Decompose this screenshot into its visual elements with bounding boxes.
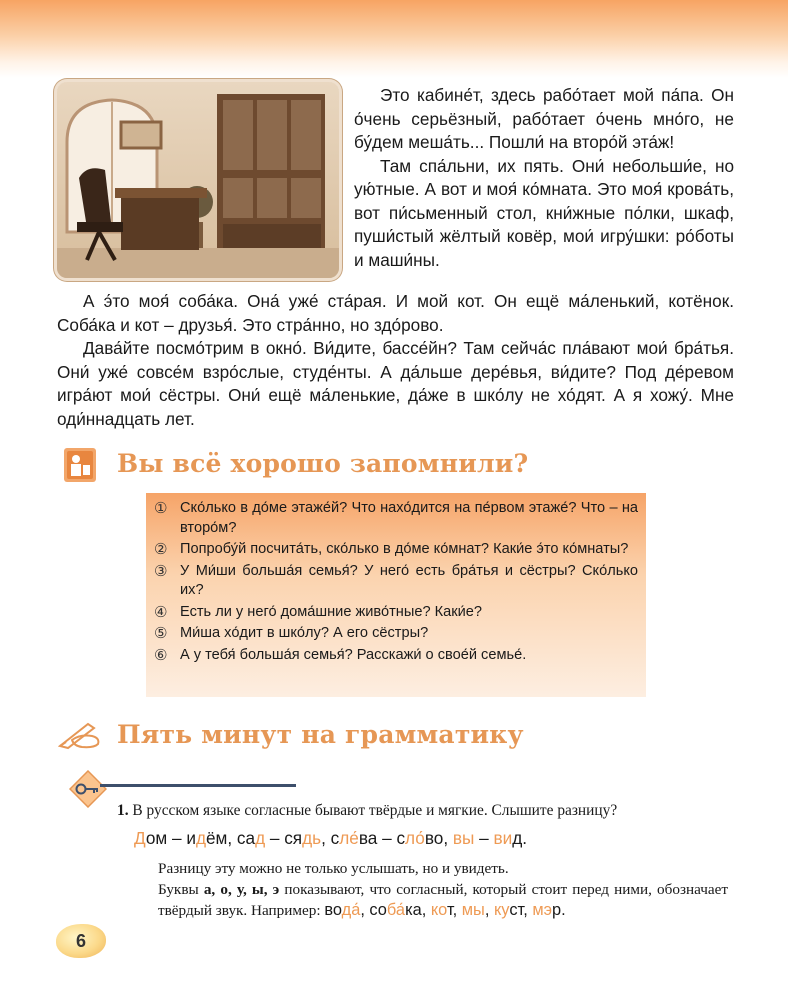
paragraph: Там спа́льни, их пять. Они́ небольши́е, но ую́тные. А вот и моя́ ко́мната. Это моя́ крова́ть, вот пи́сьменный стол, кни́жные по́лки, шкаф, пуши́стый жёлтый ковёр, мои́ игру́шки: ро́боты и маши́ны. — [354, 155, 734, 270]
question-number: ④ — [154, 602, 168, 621]
highlighted-letter: д — [195, 828, 206, 848]
question-text: Ско́лько в до́ме этаже́й? Что нахо́дится на пе́рвом этаже́? Что – на второ́м? — [180, 500, 638, 536]
example-word — [324, 901, 369, 919]
highlighted-letter: дь — [302, 828, 322, 848]
example-word — [462, 901, 494, 919]
example-words — [324, 901, 565, 919]
top-decorative-band — [0, 0, 788, 78]
paragraph: А э́то моя́ соба́ка. Она́ уже́ ста́рая. И мой кот. Он ещё ма́ленький, котёнок. Соба́ка и кот – друзья́. Это стра́нно, но здо́рово. — [57, 291, 734, 335]
note-letters: а, о, у, ы, э — [203, 881, 280, 898]
word-part: ка, — [405, 901, 431, 919]
question-item — [154, 499, 638, 538]
example-word — [494, 901, 532, 919]
highlighted-letter: ку — [493, 901, 510, 919]
highlighted-letter: ба́ — [386, 901, 406, 919]
highlighted-letter: мэ — [532, 901, 552, 919]
question-item — [154, 624, 638, 644]
question-text: А у тебя́ больша́я семья́? Расскажи́ о свое́й семье́. — [180, 646, 527, 663]
question-number: ③ — [154, 561, 168, 580]
word-part: – ся — [265, 828, 303, 848]
paragraph: Это кабине́т, здесь рабо́тает мой па́па. Он о́чень серьёзный, рабо́тает о́чень мно́го, не бу́дем меша́ть... Пошли́ на второ́й эта́ж! — [354, 85, 734, 152]
highlighted-letter: ло́ — [405, 828, 425, 848]
question-item — [154, 540, 638, 560]
question-text: Попробу́й посчита́ть, ско́лько в до́ме ко́мнат? Каки́е э́то ко́мнаты? — [180, 541, 629, 557]
word-pair — [237, 828, 331, 848]
word-pair — [134, 828, 237, 848]
highlighted-letter: мы — [461, 901, 485, 919]
word-part: ва – с — [358, 828, 406, 848]
highlighted-letter: да́ — [341, 901, 361, 919]
word-part: са — [236, 828, 256, 848]
word-part: , — [360, 901, 370, 919]
key-icon — [69, 770, 107, 808]
note-line — [158, 879, 728, 921]
study-room-illustration — [57, 82, 339, 278]
word-pair — [331, 828, 453, 848]
note-text: показывают, что согласный, который стоит перед ними, обозначает твёрдый звук. Например: — [158, 881, 728, 919]
highlighted-letter: вы — [452, 828, 475, 848]
book-reader-icon — [64, 448, 96, 482]
highlighted-letter: ви — [493, 828, 513, 848]
writing-hand-icon — [58, 720, 102, 750]
word-pairs — [134, 828, 527, 849]
questions-list — [146, 493, 646, 665]
study-room-photo — [57, 82, 339, 278]
section-rule — [100, 784, 296, 787]
question-number: ① — [154, 499, 168, 517]
question-text: Есть ли у него́ дома́шние живо́тные? Каки́е? — [180, 603, 483, 620]
question-number: ② — [154, 540, 168, 558]
exercise-number: 1. — [117, 802, 129, 819]
word-part: д. — [512, 828, 528, 848]
example-word — [431, 901, 462, 919]
word-part: ём, — [205, 828, 237, 848]
example-word — [532, 901, 565, 919]
word-part: – — [474, 828, 494, 848]
exercise-text: В русском языке согласные бывают твёрдые и мягкие. Слышите разницу? — [132, 802, 618, 819]
word-part: р. — [551, 901, 566, 919]
highlighted-letter: Д — [134, 828, 146, 848]
paragraph: Дава́йте посмо́трим в окно́. Ви́дите, бассе́йн? Там сейча́с пла́вают мои́ бра́тья. Они́ уже́ совсе́м взро́слые, студе́нты. А да́льше дере́вья, ви́дите? Под де́ревом игра́ют мои́ сёстры. Они́ ещё ма́ленькие, да́же в шко́лу не хо́дят. А я хожу́. Мне оди́ннадцать лет. — [57, 338, 734, 429]
highlighted-letter: ле́ — [339, 828, 359, 848]
word-part: во — [324, 901, 342, 919]
word-pair — [453, 828, 527, 848]
section-title-quiz: Вы всё хорошо запомнили? — [117, 449, 529, 478]
word-part: т, — [446, 901, 462, 919]
word-part: , — [321, 828, 331, 848]
note-line: Разницу эту можно не только услышать, но и увидеть. — [158, 860, 509, 877]
note-text: Буквы — [158, 881, 204, 898]
question-item — [154, 646, 638, 666]
question-number: ⑤ — [154, 624, 168, 642]
word-part: с — [330, 828, 340, 848]
question-text: Ми́ша хо́дит в шко́лу? А его сёстры? — [180, 625, 429, 641]
highlighted-letter: ко — [430, 901, 447, 919]
word-part: ст, — [509, 901, 533, 919]
question-item — [154, 562, 638, 601]
intro-full-column — [57, 290, 734, 431]
word-part: со — [369, 901, 387, 919]
page-number: 6 — [56, 924, 106, 958]
question-number: ⑥ — [154, 645, 168, 664]
word-part: ом – и — [145, 828, 196, 848]
intro-right-column — [354, 84, 734, 272]
word-part: , — [484, 901, 494, 919]
questions-box — [146, 493, 646, 697]
example-word — [369, 901, 430, 919]
exercise-prompt — [117, 802, 737, 820]
word-part: во, — [424, 828, 453, 848]
exercise-note — [158, 858, 728, 921]
highlighted-letter: д — [255, 828, 266, 848]
question-text: У Ми́ши больша́я семья́? У него́ есть бра́тья и сёстры? Ско́лько их? — [180, 562, 638, 598]
question-item — [154, 603, 638, 623]
section-title-grammar: Пять минут на грамматику — [117, 720, 524, 749]
